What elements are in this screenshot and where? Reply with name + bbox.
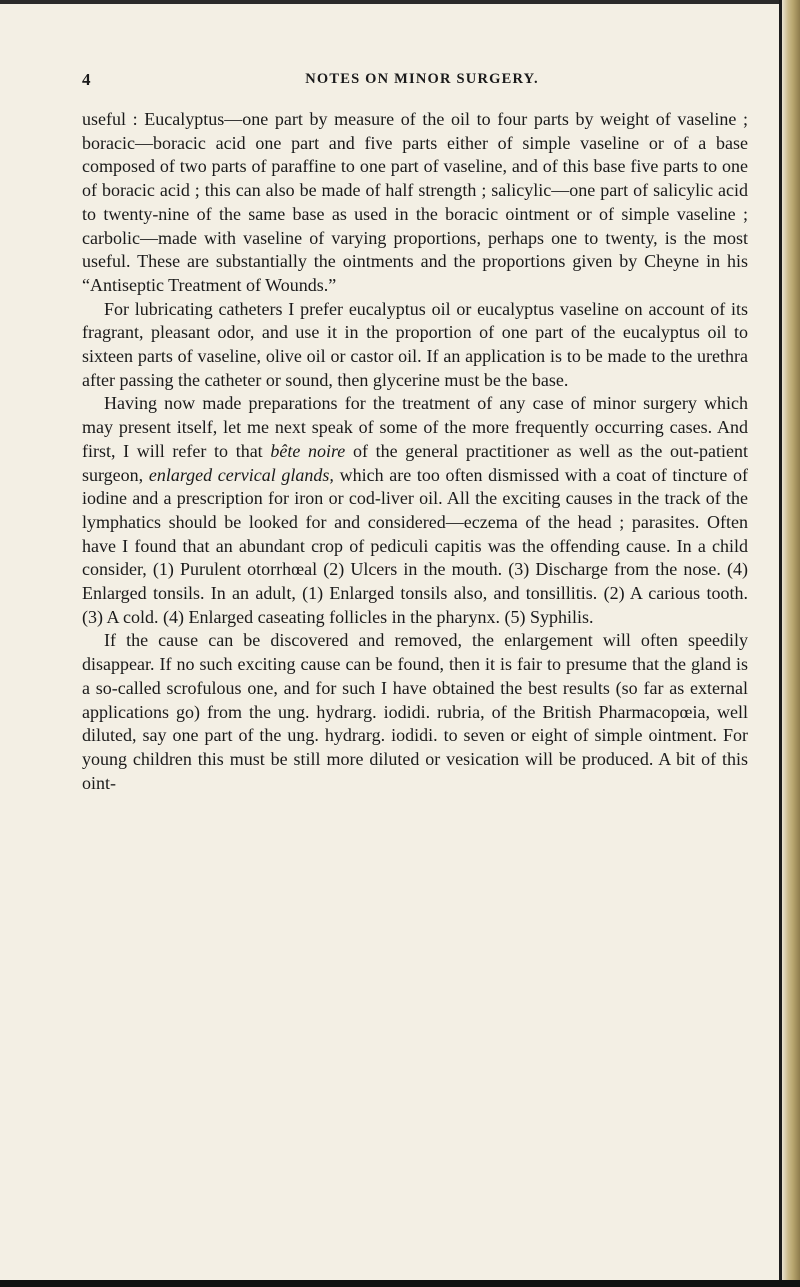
book-binding-edge bbox=[782, 0, 800, 1287]
paragraph-text: which are too often dismissed with a coat of tincture of iodine and a prescription for iron or cod-liver oil. All the exciting causes in the track of the lymphatics should be looked for and considered—eczema of the head ; parasites. Often have I found that an abundant crop of pediculi capitis was the offending cause. In a child consider, (1) Purulent otorrhœal (2) Ulcers in the mouth. (3) Discharge from the nose. (4) Enlarged tonsils. In an adult, (1) Enlarged tonsils also, and tonsillitis. (2) A carious tooth. (3) A cold. (4) Enlarged caseating follicles in the pharynx. (5) Syphilis. bbox=[82, 464, 748, 627]
italic-term: bête noire bbox=[270, 440, 346, 461]
bottom-border bbox=[0, 1280, 800, 1287]
paragraph-lubricating-catheters: For lubricating catheters I prefer eucalyptus oil or eucalyptus vaseline on account of its fragrant, pleasant odor, and use it in the proportion of one part of the eucalyptus oil to sixteen parts of vaseline, olive oil or castor oil. If an application is to be made to the urethra after passing the catheter or sound, then glycerine must be the base. bbox=[82, 298, 748, 390]
body-text bbox=[82, 108, 748, 795]
page-number: 4 bbox=[82, 70, 91, 89]
page-header bbox=[82, 70, 762, 94]
paragraph-ointments: useful : Eucalyptus—one part by measure of the oil to four parts by weight of vaseline ; boracic—boracic acid one part and five parts either of simple vaseline or of a base composed of two parts of paraffine to one part of vaseline, and of this base five parts to one of boracic acid ; this can also be made of half strength ; salicylic—one part of salicylic acid to twenty-nine of the same base as used in the boracic ointment or of simple vaseline ; carbolic—made with vaseline of varying proportions, perhaps one to twenty, is the most useful. These are substantially the ointments and the proportions given by Cheyne in his “Antiseptic Treatment of Wounds.” bbox=[82, 109, 748, 295]
paragraph-text: of the general practitioner as well as the out-patient surgeon, bbox=[82, 440, 749, 485]
top-border bbox=[0, 0, 800, 4]
paragraph-text: Having now made preparations for the treatment of any case of minor surgery which may present itself, let me next speak of some of the more frequently occurring cases. And first, I will refer to that bbox=[82, 393, 748, 461]
running-head: NOTES ON MINOR SURGERY. bbox=[305, 71, 539, 87]
italic-term: enlarged cervical glands, bbox=[148, 464, 334, 485]
paragraph-cervical-glands bbox=[82, 392, 748, 629]
paragraph-treatment: If the cause can be discovered and removed, the enlargement will often speedily disappear. If no such exciting cause can be found, then it is fair to presume that the gland is a so-called scrofulous one, and for such I have obtained the best results (so far as external applications go) from the ung. hydrarg. iodidi. rubria, of the British Pharmacopœia, well diluted, say one part of the ung. hydrarg. iodidi. to seven or eight of simple ointment. For young children this must be still more diluted or vesication will be produced. A bit of this oint- bbox=[82, 630, 748, 793]
